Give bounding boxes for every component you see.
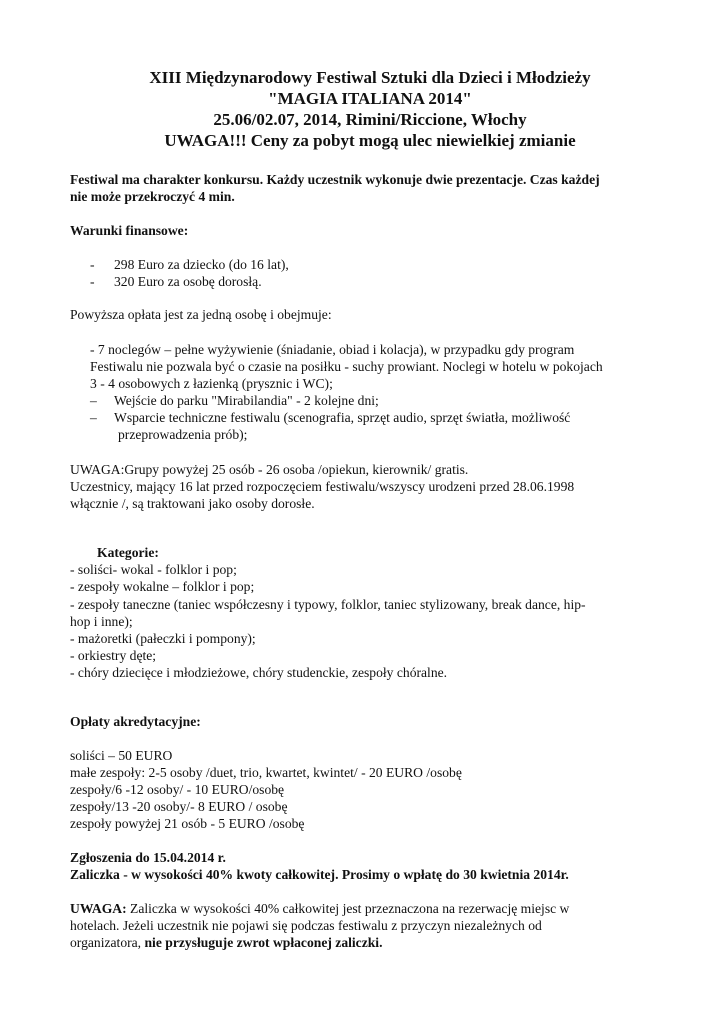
groups-line-2: Uczestnicy, mający 16 lat przed rozpoczęciem festiwalu/wszyscy urodzeni przed 28.06.1998	[70, 479, 575, 494]
category-item: - soliści- wokal - folklor i pop;	[70, 562, 237, 577]
includes-item-1-line-2: Festiwalu nie pozwala być o czasie na posiłku - suchy prowiant. Noclegi w hotelu w pokojach	[90, 359, 603, 374]
registration-deadline: Zgłoszenia do 15.04.2014 r.	[70, 850, 226, 865]
festival-title: XIII Międzynarodowy Festiwal Sztuki dla Dzieci i Młodzieży	[149, 68, 591, 87]
deposit-info: Zaliczka - w wysokości 40% kwoty całkowitej. Prosimy o wpłatę do 30 kwietnia 2014r.	[70, 867, 569, 882]
includes-item-1-line-1: - 7 noclegów – pełne wyżywienie (śniadanie, obiad i kolacja), w przypadku gdy program	[90, 342, 575, 357]
intro-line-2: nie może przekroczyć 4 min.	[70, 189, 235, 204]
price-child: 298 Euro za dziecko (do 16 lat),	[114, 257, 289, 272]
note-line-3	[70, 934, 382, 951]
includes-item-1-line-3: 3 - 4 osobowych z łazienką (prysznic i WC);	[90, 376, 333, 391]
fee-line: zespoły powyżej 21 osób - 5 EURO /osobę	[70, 816, 305, 831]
category-item: - zespoły taneczne (taniec współczesny i typowy, folklor, taniec stylizowany, break dance, hip-	[70, 597, 586, 612]
note-line-1-text: Zaliczka w wysokości 40% całkowitej jest przeznaczona na rezerwację miejsc w	[126, 901, 570, 916]
category-item: - orkiestry dęte;	[70, 648, 157, 663]
festival-dates-location: 25.06/02.07, 2014, Rimini/Riccione, Włochy	[213, 110, 527, 129]
note-line-3-text: organizatora,	[70, 935, 145, 950]
list-dash: -	[90, 274, 95, 289]
groups-line-1: UWAGA:Grupy powyżej 25 osób - 26 osoba /opiekun, kierownik/ gratis.	[70, 462, 469, 477]
category-item-continued: hop i inne);	[70, 614, 133, 629]
price-adult: 320 Euro za osobę dorosłą.	[114, 274, 262, 289]
categories-heading: Kategorie:	[97, 545, 159, 560]
groups-line-3: włącznie /, są traktowani jako osoby dorosłe.	[70, 496, 315, 511]
festival-name: "MAGIA ITALIANA 2014"	[268, 89, 472, 108]
includes-item-3-line-1: Wsparcie techniczne festiwalu (scenografia, sprzęt audio, sprzęt światła, możliwość	[114, 410, 571, 425]
no-refund-notice: nie przysługuje zwrot wpłaconej zaliczki.	[144, 935, 383, 950]
fee-line: zespoły/6 -12 osoby/ - 10 EURO/osobę	[70, 782, 285, 797]
includes-intro: Powyższa opłata jest za jedną osobę i obejmuje:	[70, 307, 332, 322]
includes-item-2: Wejście do parku "Mirabilandia" - 2 kolejne dni;	[114, 393, 379, 408]
intro-line-1: Festiwal ma charakter konkursu. Każdy uczestnik wykonuje dwie prezentacje. Czas każdej	[70, 172, 600, 187]
list-dash: –	[90, 410, 97, 425]
list-dash: –	[90, 393, 97, 408]
category-item: - chóry dziecięce i młodzieżowe, chóry studenckie, zespoły chóralne.	[70, 665, 448, 680]
fee-line: soliści – 50 EURO	[70, 748, 173, 763]
fee-line: zespoły/13 -20 osoby/- 8 EURO / osobę	[70, 799, 288, 814]
category-item: - mażoretki (pałeczki i pompony);	[70, 631, 256, 646]
note-line-2: hotelach. Jeżeli uczestnik nie pojawi się podczas festiwalu z przyczyn niezależnych od	[70, 918, 542, 933]
finance-heading: Warunki finansowe:	[70, 223, 189, 238]
fees-heading: Opłaty akredytacyjne:	[70, 714, 201, 729]
list-dash: -	[90, 257, 95, 272]
includes-item-3-line-2: przeprowadzenia prób);	[118, 427, 248, 442]
price-warning: UWAGA!!! Ceny za pobyt mogą ulec niewielkiej zmianie	[164, 131, 576, 150]
fee-line: małe zespoły: 2-5 osoby /duet, trio, kwartet, kwintet/ - 20 EURO /osobę	[70, 765, 462, 780]
note-label: UWAGA:	[70, 901, 127, 916]
category-item: - zespoły wokalne – folklor i pop;	[70, 579, 255, 594]
note-line-1	[70, 900, 569, 917]
